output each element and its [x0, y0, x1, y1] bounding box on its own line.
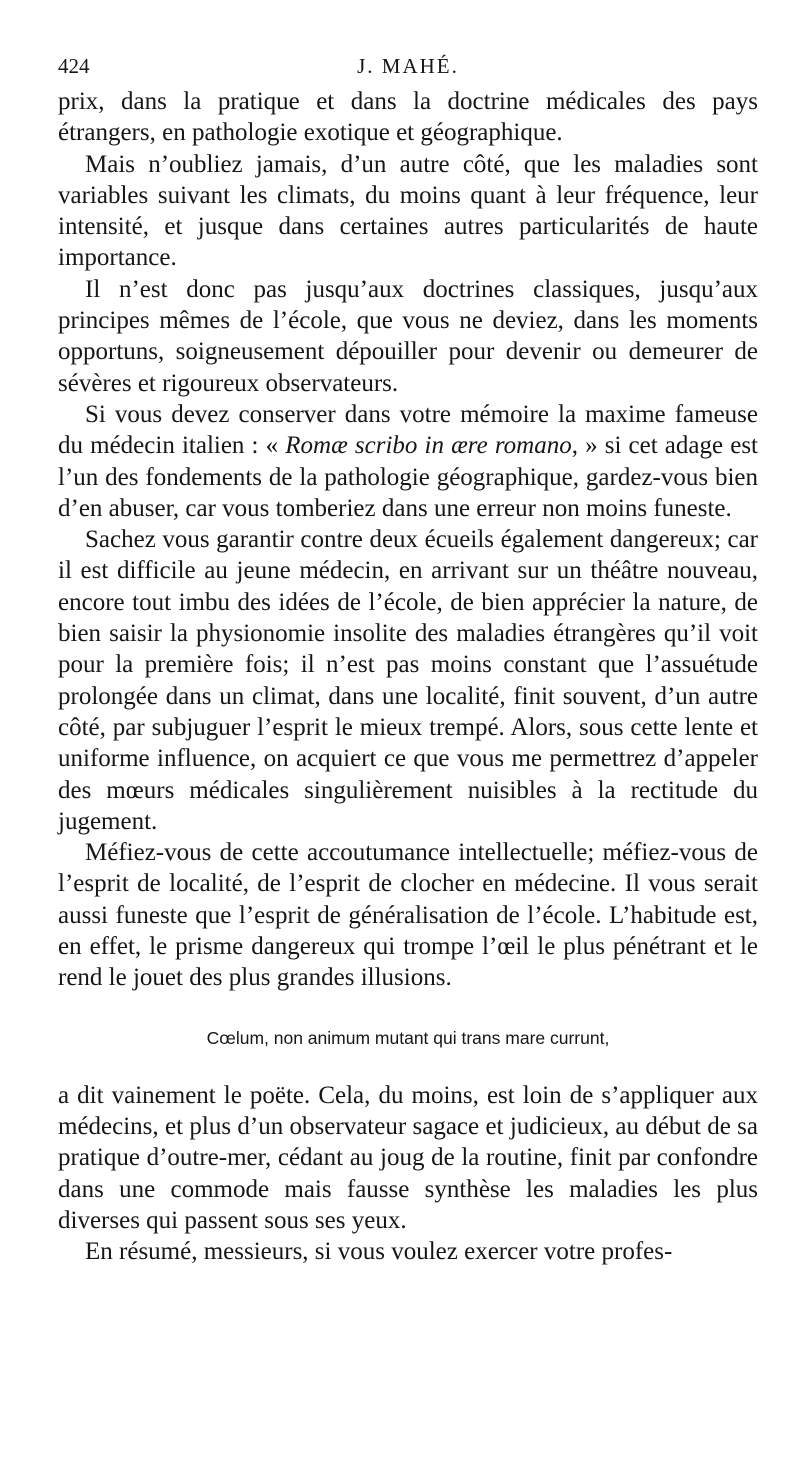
paragraph-4 — [58, 399, 758, 524]
paragraph-8: En résumé, messieurs, si vous voulez exercer votre profes- — [85, 1238, 673, 1266]
paragraph-6: Méfiez-vous de cette accoutumance intellectuelle; méfiez-vous de l’esprit de localité, de l’esprit de clocher en médecine. Il vous serait aussi funeste que l’esprit de généralisation de l’école. L’habitude est, en effet, le prisme dangereux qui trompe l’œil le plus pénétrant et le rend le jouet des plus grandes illusions. — [58, 839, 758, 992]
paragraph-7: a dit vainement le poëte. Cela, du moins, est loin de s’appliquer aux médecins, et plus d’un observateur sagace et judicieux, au début de sa pratique d’outre-mer, cédant au joug de la routine, finit par confondre dans une commode mais fausse synthèse les maladies les plus diverses qui passent sous ses yeux. — [58, 1081, 758, 1234]
paragraph-1: prix, dans la pratique et dans la doctrine médicales des pays étrangers, en pathologie exotique et géographique. — [58, 88, 758, 147]
latin-maxim: Romæ scribo in ære romano — [285, 432, 572, 460]
running-title-author: J. MAHÉ. — [357, 54, 459, 78]
running-head — [58, 50, 758, 82]
paragraph-3: Il n’est donc pas jusqu’aux doctrines classiques, jusqu’aux principes mêmes de l’école, que vous ne deviez, dans les moments opportuns, soigneusement dépouiller pour devenir ou demeurer de sévères et rigoureux observateurs. — [58, 275, 758, 397]
paragraph-4-text-b: , » si cet adage est l’un des fondements de la pathologie géographique, gardez-vous bien d’en abuser, car vous tomberiez dans une erreur non moins funeste. — [58, 432, 759, 522]
paragraph-4-text-a: Si vous devez conserver dans votre mémoire la maxime fameuse du médecin italien : « — [58, 400, 758, 460]
body-text — [58, 86, 758, 1267]
paragraph-5: Sachez vous garantir contre deux écueils également dangereux; car il est difficile au jeune médecin, en arrivant sur un théâtre nouveau, encore tout imbu des idées de l’école, de bien apprécier la nature, de bien saisir la physionomie insolite des maladies étrangères qu’il voit pour la première fois; il n’est pas moins constant que l’assuétude prolongée dans un climat, dans une localité, finit souvent, d’un autre côté, par subjuguer l’esprit le mieux trempé. Alors, sous cette lente et uniforme influence, on acquiert ce que vous me permettrez d’appeler des mœurs médicales singulièrement nuisibles à la rectitude du jugement. — [58, 526, 758, 835]
page-number: 424 — [58, 54, 90, 78]
verse-quote: Cœlum, non animum mutant qui trans mare currunt, — [206, 1027, 610, 1048]
paragraph-2: Mais n’oubliez jamais, d’un autre côté, que les maladies sont variables suivant les climats, du moins quant à leur fréquence, leur intensité, et jusque dans certaines autres particularités de haute importance. — [58, 150, 758, 272]
